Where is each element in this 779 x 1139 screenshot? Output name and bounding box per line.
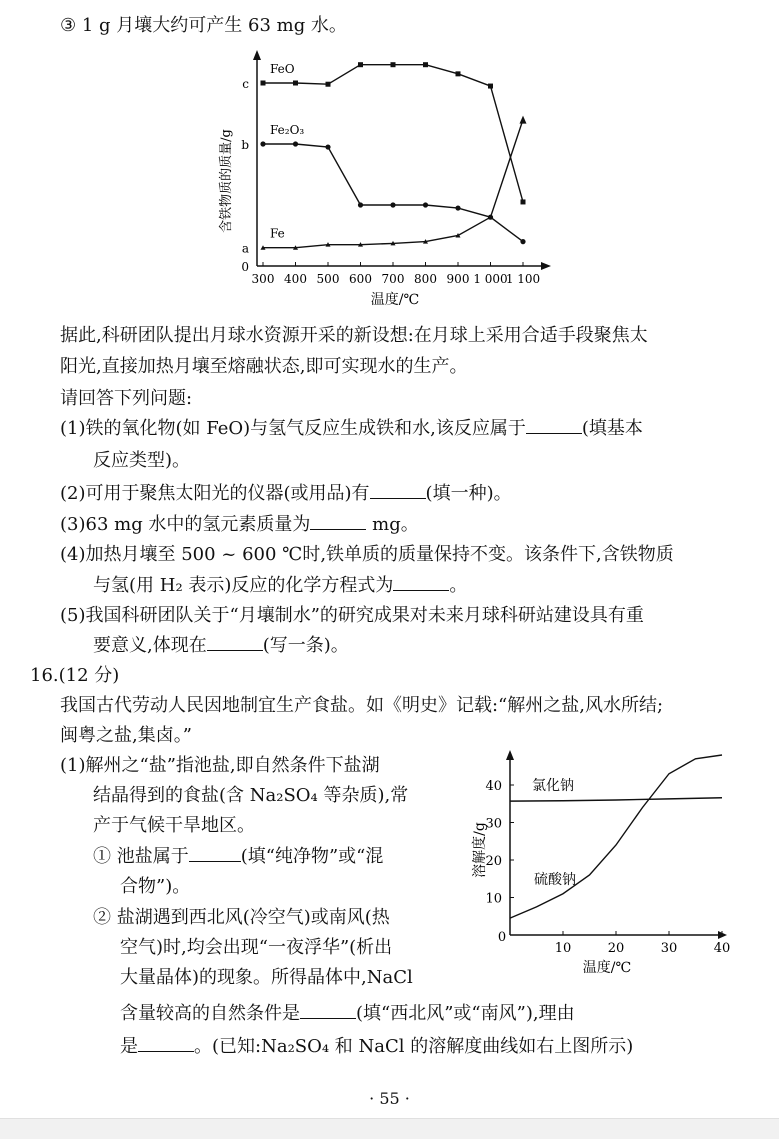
chart2-y-arrow — [506, 750, 514, 760]
q16-part1-line3: 产于气候干旱地区。 — [93, 815, 255, 836]
iron-mass-chart — [215, 46, 555, 311]
chart2-x-tick-label: 40 — [713, 941, 731, 956]
chart1-point — [520, 116, 527, 124]
chart1-point — [455, 205, 460, 210]
chart2-origin-label: 0 — [497, 930, 507, 945]
chart2-y-tick-label: 10 — [485, 891, 502, 907]
q1-blank[interactable] — [526, 417, 582, 434]
question-5: (5)我国科研团队关于“月壤制水”的研究成果对未来月球科研站建设具有重 — [60, 605, 644, 626]
chart2-y-tick-label: 30 — [485, 816, 502, 832]
chart1-point — [520, 239, 525, 244]
chart1-point — [261, 81, 266, 86]
chart1-y-tick-label: 0 — [241, 260, 249, 274]
chart2-x-tick-label: 20 — [607, 941, 625, 956]
q1-text: (1)铁的氧化物(如 FeO)与氢气反应生成铁和水,该反应属于 — [60, 418, 526, 439]
q16-sub2-line5 — [120, 1035, 633, 1059]
chart1-y-tick-label: b — [241, 138, 249, 152]
chart1-x-tick-label: 1 100 — [505, 272, 541, 286]
chart1-x-arrow — [541, 262, 551, 270]
chart2-x-tick-label: 10 — [554, 941, 572, 956]
sub2-blank-2[interactable] — [138, 1035, 194, 1052]
intro-line: ③ 1 g 月壤大约可产生 63 mg 水。 — [60, 15, 347, 36]
chart1-series-label: FeO — [270, 62, 295, 76]
chart1-point — [358, 202, 363, 207]
sub1-blank[interactable] — [189, 845, 241, 862]
chart2-x-tick-label: 30 — [660, 941, 678, 956]
chart1-point — [293, 141, 298, 146]
q16-stem-2: 闽粤之盐,集卤。” — [60, 725, 192, 746]
sub1-text-2: (填“纯净物”或“混 — [240, 846, 384, 867]
sub2-text-3: 是 — [120, 1036, 138, 1057]
chart2-y-axis-label: 溶解度/g — [472, 822, 488, 878]
chart1-x-tick-label: 700 — [381, 272, 405, 286]
paragraph-3: 请回答下列问题: — [60, 388, 193, 409]
sub2-text-2: (填“西北风”或“南风”),理由 — [356, 1003, 575, 1024]
paragraph-2: 阳光,直接加热月壤至熔融状态,即可实现水的生产。 — [60, 356, 468, 377]
chart1-series-line — [263, 120, 523, 248]
chart1-series-label: Fe₂O₃ — [270, 123, 305, 137]
question-4-cont — [93, 574, 467, 598]
chart2-series-label: 氯化钠 — [532, 778, 574, 794]
q3-text-2: mg。 — [372, 514, 419, 535]
chart1-y-arrow — [253, 50, 261, 60]
chart1-x-axis-label: 温度/℃ — [370, 292, 420, 308]
chart1-x-tick-label: 300 — [251, 272, 275, 286]
chart1-x-tick-label: 800 — [414, 272, 437, 286]
sub1-text: ① 池盐属于 — [93, 846, 189, 867]
chart2-series-label: 硫酸钠 — [534, 872, 576, 888]
q3-text: (3)63 mg 水中的氢元素质量为 — [60, 514, 311, 535]
q16-stem-1: 我国古代劳动人民因地制宜生产食盐。如《明史》记载:“解州之盐,风水所结; — [60, 695, 664, 716]
chart1-point — [521, 199, 526, 204]
chart1-point — [390, 202, 395, 207]
chart1-point — [358, 62, 363, 67]
chart2-series-curve — [510, 798, 722, 801]
chart1-y-tick-label: c — [242, 77, 249, 91]
q2-text-2: (填一种)。 — [425, 483, 512, 504]
question-16-heading: 16.(12 分) — [30, 665, 120, 686]
q4-text-2: 。 — [449, 575, 468, 596]
q5-blank[interactable] — [207, 634, 263, 651]
chart2-y-tick-label: 20 — [485, 854, 502, 869]
q16-part1-line1: (1)解州之“盐”指池盐,即自然条件下盐湖 — [60, 755, 380, 776]
chart1-point — [326, 82, 331, 87]
chart2-x-axis-label: 温度/℃ — [582, 960, 632, 976]
chart1-x-tick-label: 1 000 — [473, 272, 508, 286]
q16-sub1 — [93, 845, 383, 869]
q16-sub2-line1: ② 盐湖遇到西北风(冷空气)或南风(热 — [93, 907, 390, 928]
sub2-text: 含量较高的自然条件是 — [120, 1003, 300, 1024]
q1-text-2: (填基本 — [581, 418, 643, 439]
q2-text: (2)可用于聚焦太阳光的仪器(或用品)有 — [60, 483, 370, 504]
chart2-y-tick-label: 40 — [485, 779, 502, 794]
q2-blank[interactable] — [370, 482, 426, 499]
question-2 — [60, 482, 512, 506]
chart1-point — [325, 144, 330, 149]
page-number: · 55 · — [369, 1089, 410, 1108]
question-4: (4)加热月壤至 500 ~ 600 ℃时,铁单质的质量保持不变。该条件下,含铁物质 — [60, 544, 674, 565]
chart1-x-tick-label: 400 — [284, 272, 307, 286]
solubility-chart — [462, 750, 731, 980]
chart1-point — [423, 202, 428, 207]
q4-blank[interactable] — [393, 574, 449, 591]
sub2-blank-1[interactable] — [300, 1002, 356, 1019]
chart1-x-tick-label: 500 — [316, 272, 340, 286]
chart1-point — [456, 71, 461, 76]
q16-sub2-line2: 空气)时,均会出现“一夜浮华”(析出 — [120, 937, 393, 958]
question-3 — [60, 513, 419, 537]
chart1-x-tick-label: 600 — [349, 272, 372, 286]
question-1 — [60, 417, 643, 441]
chart1-point — [260, 141, 265, 146]
chart1-point — [423, 62, 428, 67]
question-1-cont: 反应类型)。 — [93, 450, 191, 471]
q5-text-2: (写一条)。 — [262, 635, 349, 656]
q16-sub2-line3: 大量晶体)的现象。所得晶体中,NaCl — [120, 967, 413, 988]
q4-text: 与氢(用 H₂ 表示)反应的化学方程式为 — [93, 575, 394, 596]
viewer-bottom-bar — [0, 1118, 779, 1139]
question-5-cont — [93, 634, 349, 658]
chart1-point — [391, 62, 396, 67]
q16-sub1-cont: 合物”)。 — [120, 876, 191, 897]
q3-blank[interactable] — [310, 513, 366, 530]
chart1-x-tick-label: 900 — [446, 272, 470, 286]
chart1-series-line — [263, 144, 523, 242]
q16-sub2-line4 — [120, 1002, 575, 1026]
chart1-y-tick-label: a — [241, 241, 249, 256]
chart1-point — [488, 84, 493, 89]
q16-part1-line2: 结晶得到的食盐(含 Na₂SO₄ 等杂质),常 — [93, 785, 409, 806]
q5-text: 要意义,体现在 — [93, 635, 207, 656]
chart1-point — [293, 81, 298, 86]
sub2-text-4: 。(已知:Na₂SO₄ 和 NaCl 的溶解度曲线如右上图所示) — [194, 1036, 634, 1057]
paragraph-1: 据此,科研团队提出月球水资源开采的新设想:在月球上采用合适手段聚焦太 — [60, 325, 648, 346]
chart1-series-label: Fe — [270, 226, 285, 241]
chart1-y-axis-label: 含铁物质的质量/g — [219, 129, 234, 233]
